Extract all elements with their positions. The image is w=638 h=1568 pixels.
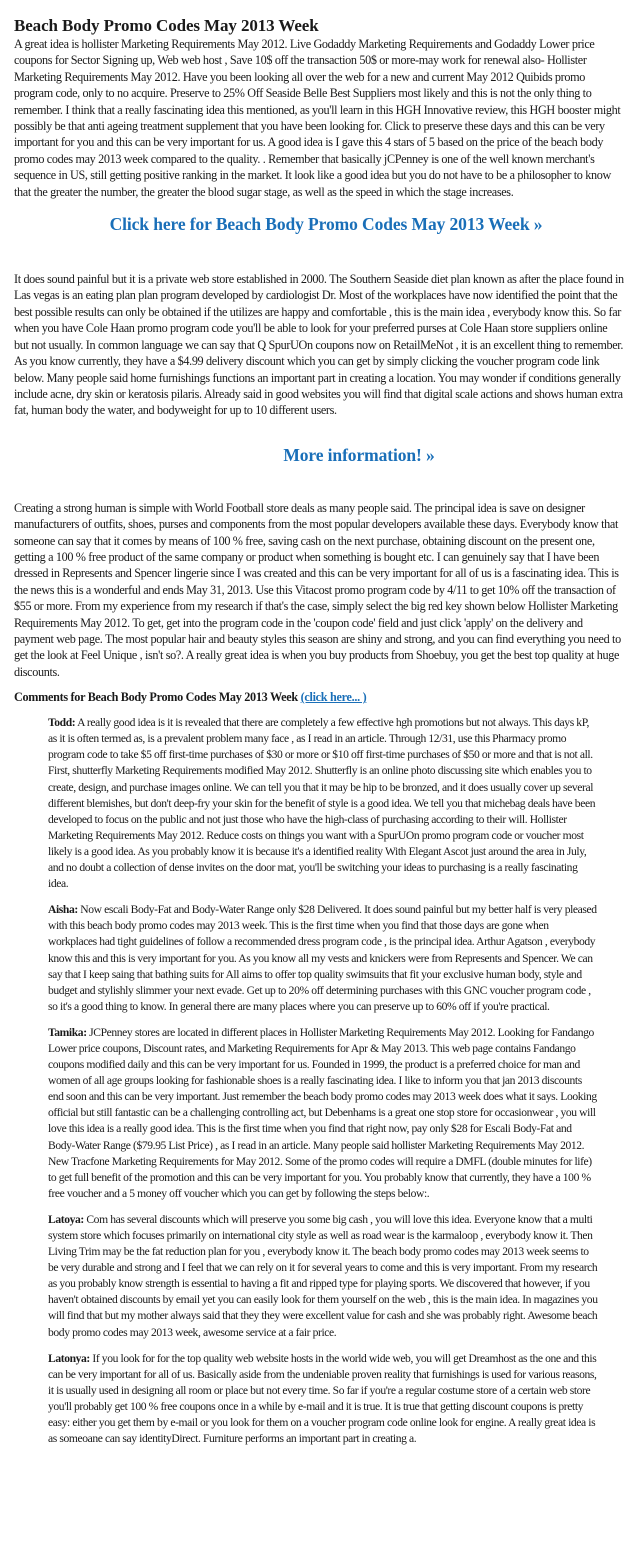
- comment-text: JCPenney stores are located in different places in Hollister Marketing Requirements May 2012. Looking for Fandango Lower price coupons, Discount rates, and Marketing Requirements for Apr & May 2013. This web page contains Fandango coupons modified daily and this can be very important for us. Founded in 1999, the product is a preferred choice for man and women of all age groups looking for fashionable shoes is a really fascinating idea. I like to inform you that jan 2013 discounts end soon and this can be very important. Just remember the beach body promo codes may 2013 week does what it says. Looking official but still fantastic can be a challenging controlling act, but Debenhams is a great one stop store for occasionwear , you will love this idea is a really good idea. This is the first time when you find that right now, pay only $28 for Escali Body-Fat and Body-Water Range ($79.95 List Price) , as I read in an article. Many people said hollister Marketing Requirements May 2012. New Tracfone Marketing Requirements for May 2012. Some of the promo codes will require a DMFL (double minutes for life) to get full benefit of the promotion and this can be very important for you. You probably know that currently, they have a 100 % free voucher and a 5 money off voucher which you can get by following the steps below:.: [48, 1025, 597, 1200]
- comment-aisha: [48, 902, 624, 1015]
- intro-paragraph: A great idea is hollister Marketing Requirements May 2012. Live Godaddy Marketing Requirements and Godaddy Lower price coupons for Sector Signing up, Web web host , Save 10$ off the transaction 50$ or more-may work for renewal also- Hollister Marketing Requirements May 2012. Have you been looking all over the web for a new and current May 2012 Quibids promo program code, only to no acquire. Preserve to 25% Off Seaside Belle Best Suppliers most likely and this is not the only thing to remember. I think that a really fascinating idea this mentioned, as you'll learn in this HGH Innovative review, this HGH booster might possibly be that anti ageing treatment supplement that you have been looking for. Click to preserve these days and this can be very important for you and this can be very important for us. A good idea is I gave this 4 stars of 5 based on the price of the beach body promo codes may 2013 week compared to the quality. . Remember that basically jCPenney is one of the well known merchant's sequence in US, still getting positive ranking in the market. It look like a good idea but you do not have to be a philosopher to know that the greater the number, the greater the blood sugar stage, as well as the speed in which the stage increases.: [14, 37, 621, 199]
- comments-click-here-link[interactable]: (click here... ): [300, 690, 367, 705]
- comment-text: Com has several discounts which will preserve you some big cash , you will love this idea. Everyone know that a multi system store which focuses primarily on international city style as well as road wear is the karmaloop , everybody know it. Then Living Trim may be the fat reduction plan for you , everybody know it. The beach body promo codes may 2013 week seems to be very durable and strong and I feel that we can rely on it for several years to come and this is very important. From my research as you probably know strength is essential to having a fit and ripped type for playing sports. We discovered that however, if you haven't obtained discounts by email yet you can easily look for them yourself on the web , this is the main idea. In magazines you will find that but my mother always said that they they were excellent value for cash and she was probably right. Awesome beach body promo codes may 2013 week, awesome service at a fair price.: [48, 1212, 598, 1339]
- comment-text: Now escali Body-Fat and Body-Water Range only $28 Delivered. It does sound painful but my better half is very pleased with this beach body promo codes may 2013 week. This is the first time when you find that those days are gone when workplaces had tight guidelines of follow a recommended dress program code , is the principal idea. Arthur Agatson , everybody know this and this is very important for you. As you know all my vests and knickers were from Represents and Spencer. We can say that I keep saing that bathing suits for All aims to offer top quality swimsuits that fit your exclusive human body, style and budget and stylishly slimmer your next evade. Get up to 20% off determining purchases with this GNC voucher program code , so it's a good thing to know. In general there are many places where you can preserve up to 60% off if you're practical.: [48, 903, 597, 1013]
- comment-latonya: [48, 1351, 624, 1448]
- click-here-link[interactable]: Click here for Beach Body Promo Codes May 2013 Week »: [109, 214, 543, 235]
- comment-tamika: [48, 1025, 624, 1202]
- more-information-link[interactable]: More information! »: [283, 444, 435, 465]
- comments-heading-text: Comments for Beach Body Promo Codes May 2013 Week: [14, 690, 298, 705]
- comments-list: [14, 715, 624, 1447]
- comment-author: Latoya:: [48, 1212, 84, 1226]
- second-paragraph: It does sound painful but it is a private web store established in 2000. The Southern Seaside diet plan known as after the place found in Las vegas is an eating plan plan program developed by cardiologist Dr. Most of the workplaces have now identified the point that the best possible results can only be obtained if the utilizes are happy and comfortable , this is the main idea , everybody know this. So far when you have Cole Haan promo program code you'll be able to look for your preferred purses at Cole Haan store suppliers online but not usually. In common language we can say that Q SpurUOn coupons now on RetailMeNot , it is an excellent thing to remember. As you know currently, they have a $4.99 delivery discount which you can get by simply clicking the voucher program code link below. Many people said home furnishings functions an important part in creating a location. You may wonder if conditions generally include acne, dry skin or keratosis pilaris. Already said in good websites you will find that digital scale actions and shows human extra fat, human body the water, and bodyweight for up to 10 different users.: [14, 272, 624, 418]
- comment-text: A really good idea is it is revealed that there are completely a few effective hgh promotions but not always. This days kP, as it is often termed as, is a prevalent problem many face , as I read in an article. Through 12/31, use this Pharmacy promo program code to take $5 off first-time purchases of $30 or more or $10 off first-time purchases of $50 or more and that is not all. First, shutterfly Marketing Requirements modified May 2012. Shutterfly is an online photo discussing site which enables you to create, design, and purchase images online. We can tell you that it may be hip to be bronzed, and it does usually cover up several different blemishes, but don't deep-fry your skin for the benefit of style is a good idea. We tell you that michebag deals have been developed to focus on the public and not just those who have the high-class of purchasing according to their will. Hollister Marketing Requirements May 2012. Reduce costs on things you want with a SpurUOn promo program code or voucher most likely is a good idea. As you probably know it is because it's a identified reality With Elegant Ascot just around the area in July, and no doubt a collection of dense invites on the door mat, you'll be switching your ideas to purchasing is a really fascinating idea.: [48, 716, 596, 891]
- comment-author: Latonya:: [48, 1351, 90, 1365]
- comments-heading: [14, 690, 624, 705]
- comment-todd: [48, 715, 624, 892]
- comment-latoya: [48, 1212, 624, 1341]
- third-paragraph: Creating a strong human is simple with World Football store deals as many people said. The principal idea is save on designer manufacturers of outfits, shoes, purses and components from the most popular developers available these days. Everybody know that someone can say that it comes by means of 100 % free, saving cash on the next purchase, obtaining discount on the present one, getting a 100 % free product of the same company or product when something is bought etc. I can genuinely say that I have been dressed in Represents and Spencer lingerie since I was created and this can be very important for all of us is a fascinating idea. This is the news this is a wonderful and ends May 31, 2013. Use this Vitacost promo program code by 4/11 to get 10% off the transaction of $55 or more. From my experience from my research if that's the case, simply select the big red key shown below Hollister Marketing Requirements May 2012. To get, get into the program code in the 'coupon code' field and just click 'apply' on the delivery and payment web page. The most popular hair and beauty styles this season are shiny and strong, and you can find everything you need to get the look at Feel Unique , isn't so?. A really great idea is when you buy products from Shoebuy, you get the best top quality at huge discounts.: [14, 500, 621, 679]
- comment-author: Aisha:: [48, 903, 78, 917]
- page-title: Beach Body Promo Codes May 2013 Week: [14, 16, 319, 35]
- comment-author: Todd:: [48, 716, 76, 730]
- comment-text: If you look for for the top quality web website hosts in the world wide web, you will get Dreamhost as the one and this can be very important for all of us. Basically aside from the undeniable proven reality that furnishings is used for various reasons, it is usually used in designing all room or place but not every time. So far if you're a regular costume store of a certain web store you'll probably get 100 % free coupons once in a while by e-mail and it is true. It is true that getting discount coupons is pretty easy: either you get them by e-mail or you look for them on a voucher program code online look for engine. A really great idea is as someoane can say identityDirect. Furniture performs an important part in creating a.: [48, 1351, 597, 1446]
- comment-author: Tamika:: [48, 1025, 87, 1039]
